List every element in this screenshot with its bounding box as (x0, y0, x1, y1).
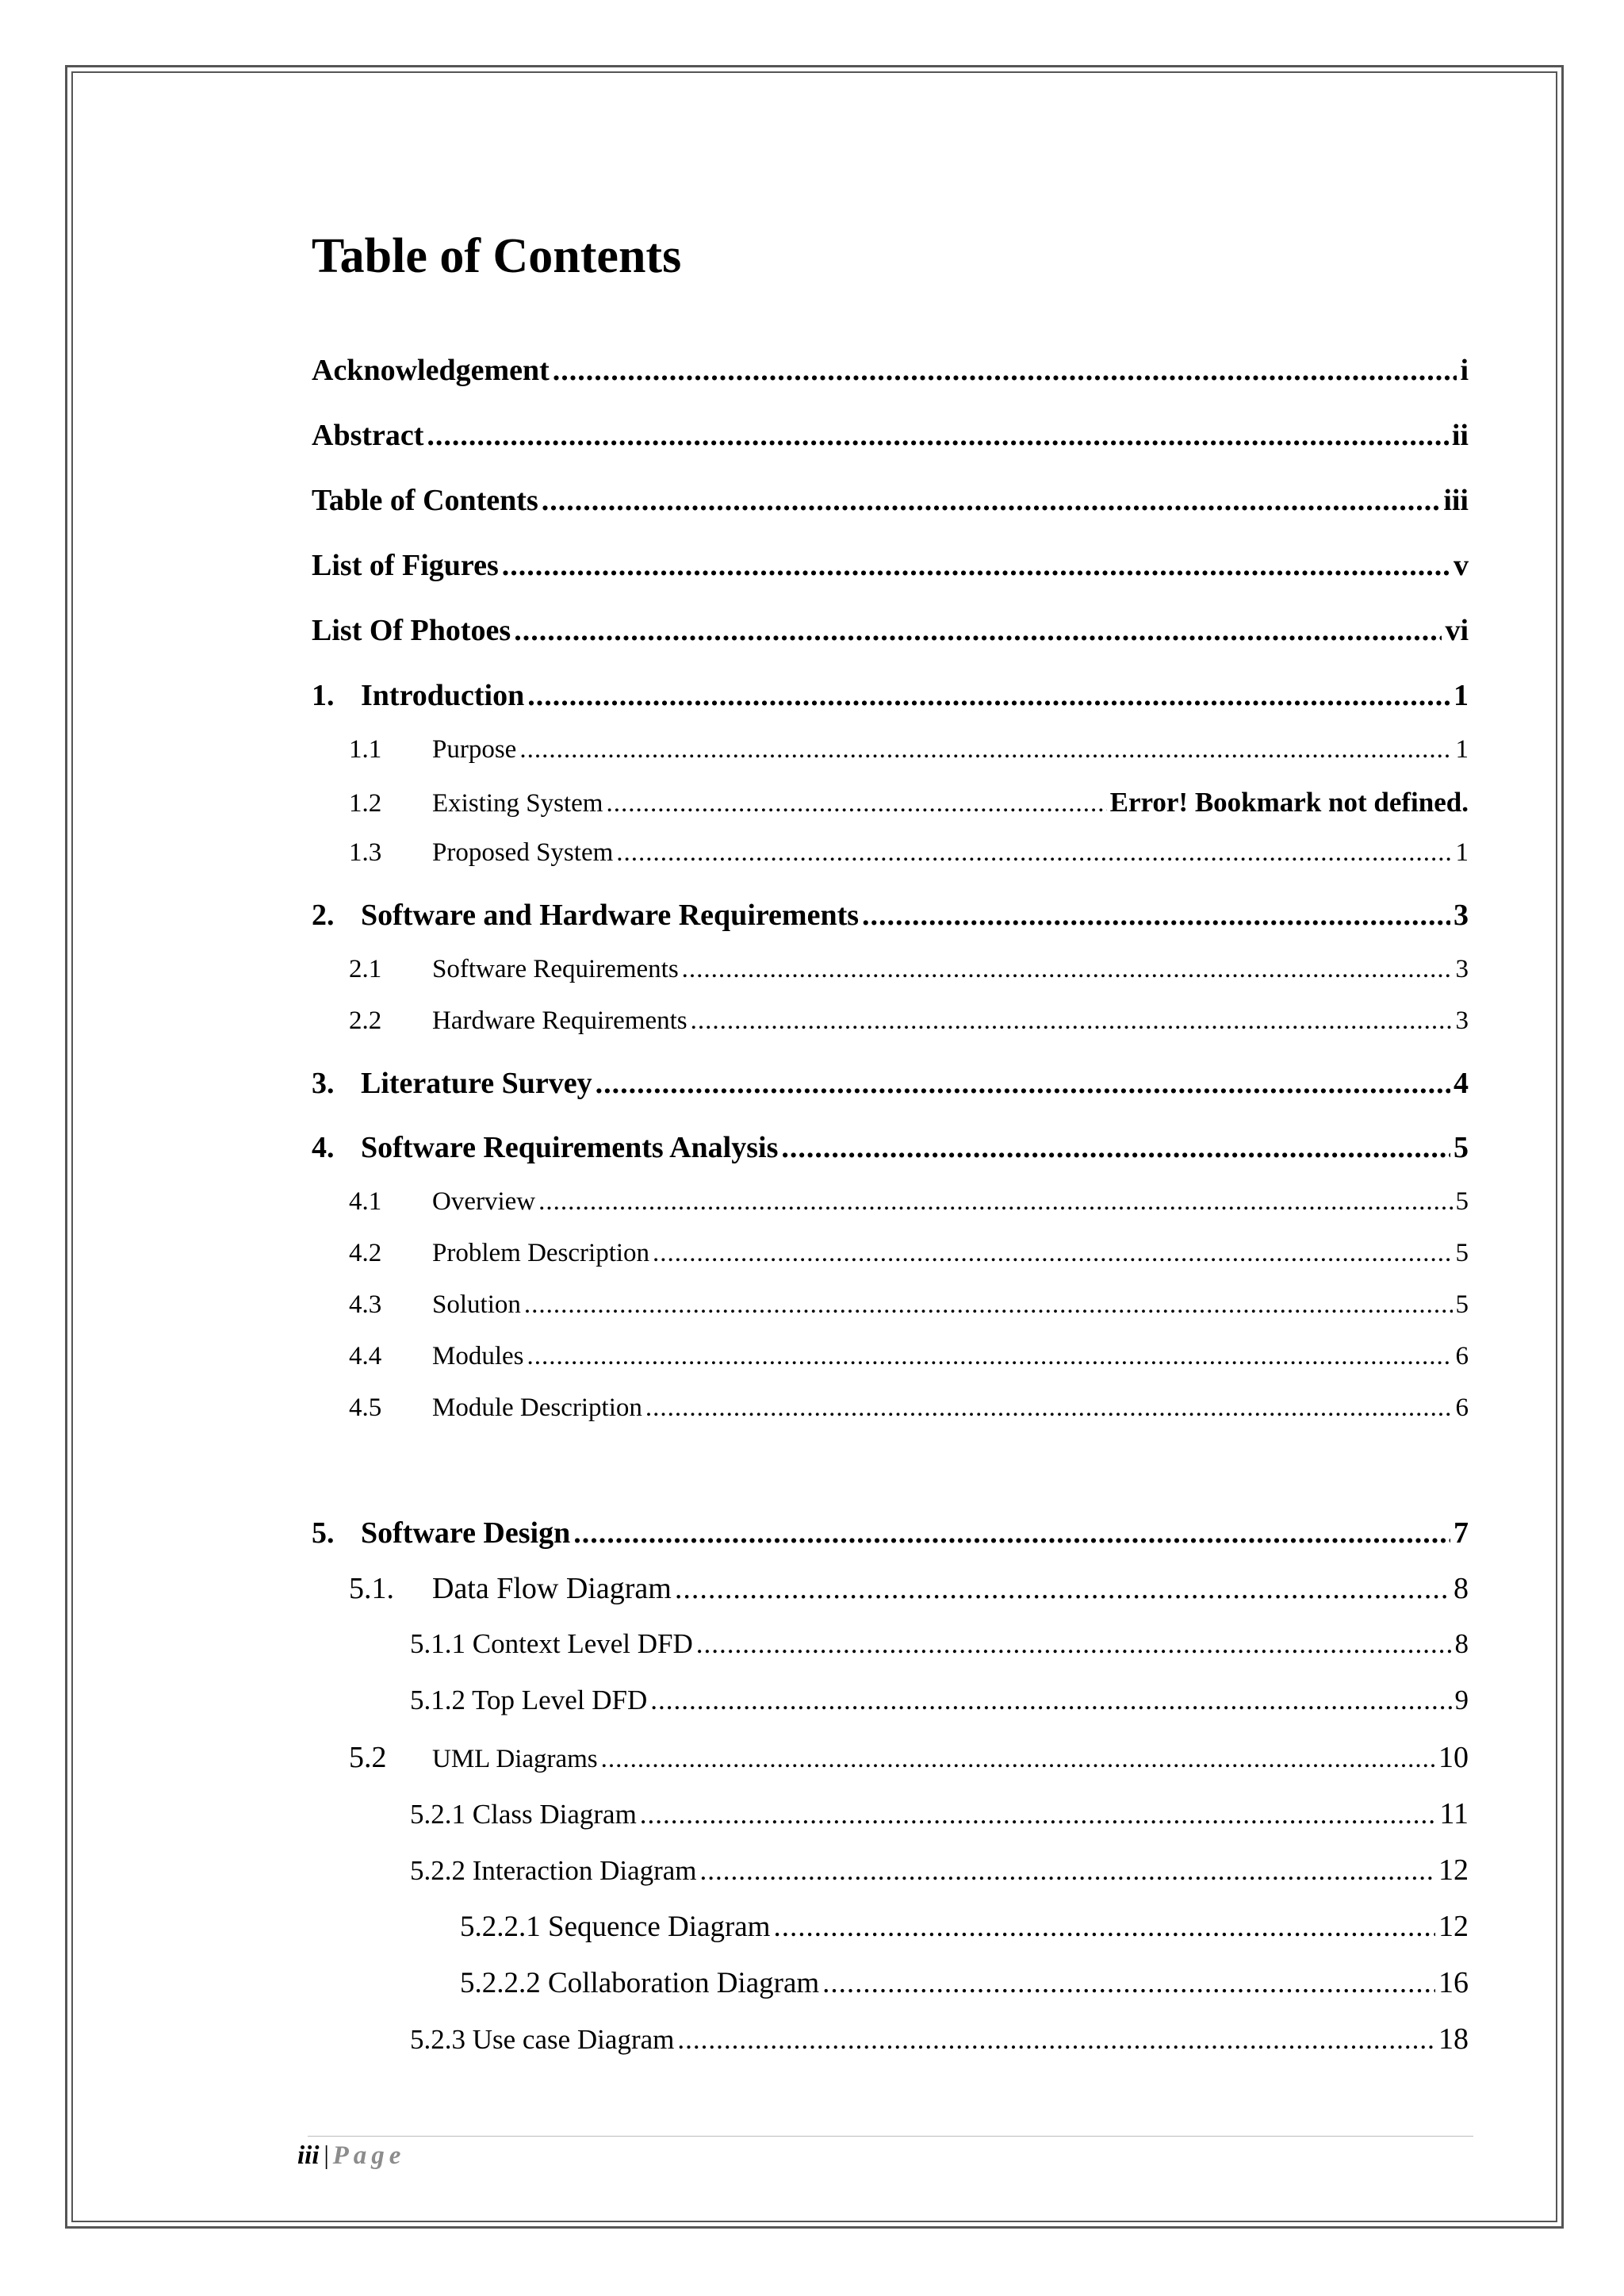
toc-entry-label: 5.1.2 Top Level DFD (410, 1685, 648, 1715)
toc-dot-leader (601, 1746, 1435, 1773)
toc-entry-label: List Of Photoes (312, 614, 511, 647)
toc-dot-leader (527, 1343, 1453, 1370)
toc-entry-page: 3 (1455, 1006, 1469, 1035)
toc-dot-leader (553, 355, 1457, 385)
toc-entry-label: Purpose (432, 735, 517, 764)
toc-entry-collaboration-diagram[interactable] (460, 1968, 1469, 1998)
toc-entry-label: Software Requirements Analysis (361, 1131, 779, 1164)
toc-entry-number: 4.3 (349, 1290, 382, 1319)
page-title: Table of Contents (312, 229, 682, 283)
toc-entry-sequence-diagram[interactable] (460, 1911, 1469, 1941)
toc-entry-error-text: Error! Bookmark not defined. (1109, 787, 1469, 818)
toc-dot-leader (427, 420, 1448, 450)
toc-entry-purpose[interactable] (349, 737, 1469, 763)
toc-entry-page: 8 (1454, 1628, 1469, 1659)
toc-entry-number: 3. (312, 1067, 335, 1100)
toc-entry-label: UML Diagrams (432, 1745, 598, 1773)
toc-entry-number: 4.2 (349, 1239, 382, 1267)
toc-entry-data-flow-diagram[interactable] (349, 1573, 1469, 1604)
toc-dot-leader (514, 615, 1442, 646)
toc-entry-acknowledgement[interactable] (312, 355, 1469, 385)
toc-entry-number: 1.1 (349, 735, 382, 764)
toc-entry-number: 4.4 (349, 1342, 382, 1370)
toc-entry-label: 5.2.3 Use case Diagram (410, 2024, 675, 2055)
toc-entry-interaction-diagram[interactable] (410, 1855, 1469, 1885)
toc-entry-software-design[interactable] (312, 1518, 1469, 1548)
toc-entry-page: vi (1445, 614, 1469, 647)
toc-dot-leader (650, 1686, 1451, 1714)
toc-entry-page: 16 (1438, 1966, 1469, 1999)
toc-entry-page: 12 (1438, 1910, 1469, 1943)
toc-entry-module-description[interactable] (349, 1395, 1469, 1421)
toc-dot-leader (616, 840, 1452, 866)
toc-entry-page: iii (1443, 484, 1469, 517)
toc-entry-page: 18 (1438, 2022, 1469, 2056)
toc-entry-list-of-figures[interactable] (312, 550, 1469, 581)
toc-entry-software-hardware-requirements[interactable] (312, 900, 1469, 930)
toc-entry-label: Modules (432, 1342, 524, 1370)
toc-entry-number: 4.1 (349, 1187, 382, 1216)
toc-dot-leader (773, 1912, 1435, 1941)
toc-entry-label: Data Flow Diagram (432, 1572, 672, 1605)
toc-entry-modules[interactable] (349, 1343, 1469, 1370)
toc-entry-label: Software Requirements (432, 955, 679, 983)
toc-entry-introduction[interactable] (312, 680, 1469, 711)
toc-dot-leader (502, 550, 1450, 581)
toc-entry-page: 8 (1454, 1572, 1469, 1605)
toc-entry-proposed-system[interactable] (349, 840, 1469, 866)
toc-dot-leader (822, 1968, 1435, 1998)
toc-entry-number: 1.3 (349, 838, 382, 867)
toc-entry-problem-description[interactable] (349, 1240, 1469, 1267)
toc-dot-leader (675, 1573, 1450, 1604)
toc-entry-page: 6 (1455, 1342, 1469, 1370)
toc-dot-leader (573, 1518, 1450, 1548)
toc-dot-leader (645, 1395, 1453, 1421)
toc-entry-page: 5 (1455, 1290, 1469, 1319)
toc-entry-hardware-requirements[interactable] (349, 1008, 1469, 1034)
toc-entry-number: 5. (312, 1516, 335, 1550)
toc-entry-list-of-photoes[interactable] (312, 615, 1469, 646)
footer-divider (308, 2136, 1473, 2137)
toc-dot-leader (781, 1133, 1450, 1163)
toc-entry-page: 3 (1455, 955, 1469, 983)
toc-dot-leader (677, 2026, 1435, 2053)
toc-entry-page: 9 (1454, 1685, 1469, 1715)
toc-entry-page: 11 (1439, 1797, 1469, 1830)
toc-dot-leader (519, 737, 1452, 763)
toc-entry-page: 4 (1454, 1067, 1469, 1100)
toc-entry-page: 5 (1455, 1239, 1469, 1267)
toc-entry-number: 2. (312, 899, 335, 932)
toc-entry-page: 1 (1455, 838, 1469, 867)
toc-entry-label: Literature Survey (361, 1067, 592, 1100)
toc-entry-label: Acknowledgement (312, 354, 550, 387)
toc-entry-table-of-contents[interactable] (312, 485, 1469, 516)
toc-dot-leader (596, 1068, 1450, 1098)
toc-entry-page: 1 (1454, 679, 1469, 712)
toc-entry-number: 2.2 (349, 1006, 382, 1035)
toc-entry-label: Problem Description (432, 1239, 650, 1267)
page-footer (297, 2141, 405, 2171)
toc-entry-label: Table of Contents (312, 484, 538, 517)
toc-entry-page: 7 (1454, 1516, 1469, 1550)
toc-entry-label: 5.2.2 Interaction Diagram (410, 1855, 697, 1886)
toc-entry-top-level-dfd[interactable] (410, 1686, 1469, 1714)
toc-entry-number: 5.2 (349, 1741, 387, 1774)
toc-entry-page: i (1460, 354, 1469, 387)
toc-entry-class-diagram[interactable] (410, 1799, 1469, 1829)
toc-entry-literature-survey[interactable] (312, 1068, 1469, 1098)
toc-entry-page: ii (1451, 419, 1469, 452)
toc-entry-uml-diagrams[interactable] (349, 1742, 1469, 1773)
toc-dot-leader (606, 791, 1106, 817)
toc-entry-number: 5.1. (349, 1572, 394, 1605)
toc-entry-number: 4. (312, 1131, 335, 1164)
toc-entry-page: 5 (1455, 1187, 1469, 1216)
toc-dot-leader (862, 900, 1450, 930)
toc-dot-leader (696, 1630, 1452, 1658)
footer-page-label: Page (332, 2141, 406, 2170)
toc-dot-leader (538, 1189, 1452, 1215)
toc-entry-page: 3 (1454, 899, 1469, 932)
toc-entry-label: 5.2.1 Class Diagram (410, 1799, 637, 1830)
toc-entry-page: 5 (1454, 1131, 1469, 1164)
toc-entry-page: 6 (1455, 1393, 1469, 1422)
toc-entry-label: Software Design (361, 1516, 571, 1550)
toc-entry-label: 5.2.2.2 Collaboration Diagram (460, 1967, 820, 1999)
toc-dot-leader (691, 1008, 1453, 1034)
toc-entry-software-requirements-analysis[interactable] (312, 1133, 1469, 1163)
toc-entry-number: 2.1 (349, 955, 382, 983)
toc-entry-existing-system[interactable] (349, 788, 1469, 817)
toc-entry-context-level-dfd[interactable] (410, 1630, 1469, 1658)
toc-entry-label: Overview (432, 1187, 536, 1216)
toc-entry-label: Solution (432, 1290, 521, 1319)
toc-entry-label: Existing System (432, 789, 603, 818)
toc-entry-number: 1.2 (349, 789, 382, 818)
toc-entry-label: List of Figures (312, 549, 499, 582)
toc-entry-label: Introduction (361, 679, 525, 712)
toc-entry-number: 1. (312, 679, 335, 712)
toc-entry-solution[interactable] (349, 1292, 1469, 1318)
toc-entry-use-case-diagram[interactable] (410, 2024, 1469, 2054)
toc-entry-label: Software and Hardware Requirements (361, 899, 860, 932)
toc-entry-software-requirements[interactable] (349, 956, 1469, 983)
toc-dot-leader (682, 956, 1453, 983)
toc-entry-label: Proposed System (432, 838, 614, 867)
toc-dot-leader (653, 1240, 1452, 1267)
toc-entry-page: 1 (1455, 735, 1469, 764)
toc-dot-leader (542, 485, 1441, 516)
toc-dot-leader (700, 1857, 1435, 1884)
toc-entry-label: 5.1.1 Context Level DFD (410, 1628, 693, 1659)
toc-entry-number: 4.5 (349, 1393, 382, 1422)
toc-dot-leader (527, 680, 1450, 711)
toc-entry-overview[interactable] (349, 1189, 1469, 1215)
toc-entry-label: Abstract (312, 419, 424, 452)
toc-entry-label: Hardware Requirements (432, 1006, 688, 1035)
toc-entry-label: 5.2.2.1 Sequence Diagram (460, 1911, 771, 1943)
toc-entry-page: v (1454, 549, 1469, 582)
footer-page-number: iii (297, 2141, 320, 2170)
toc-entry-label: Module Description (432, 1393, 642, 1422)
toc-entry-page: 12 (1438, 1853, 1469, 1887)
footer-separator: | (322, 2141, 330, 2170)
toc-entry-abstract[interactable] (312, 420, 1469, 450)
toc-entry-page: 10 (1438, 1741, 1469, 1774)
toc-dot-leader (524, 1292, 1453, 1318)
toc-dot-leader (640, 1800, 1437, 1828)
